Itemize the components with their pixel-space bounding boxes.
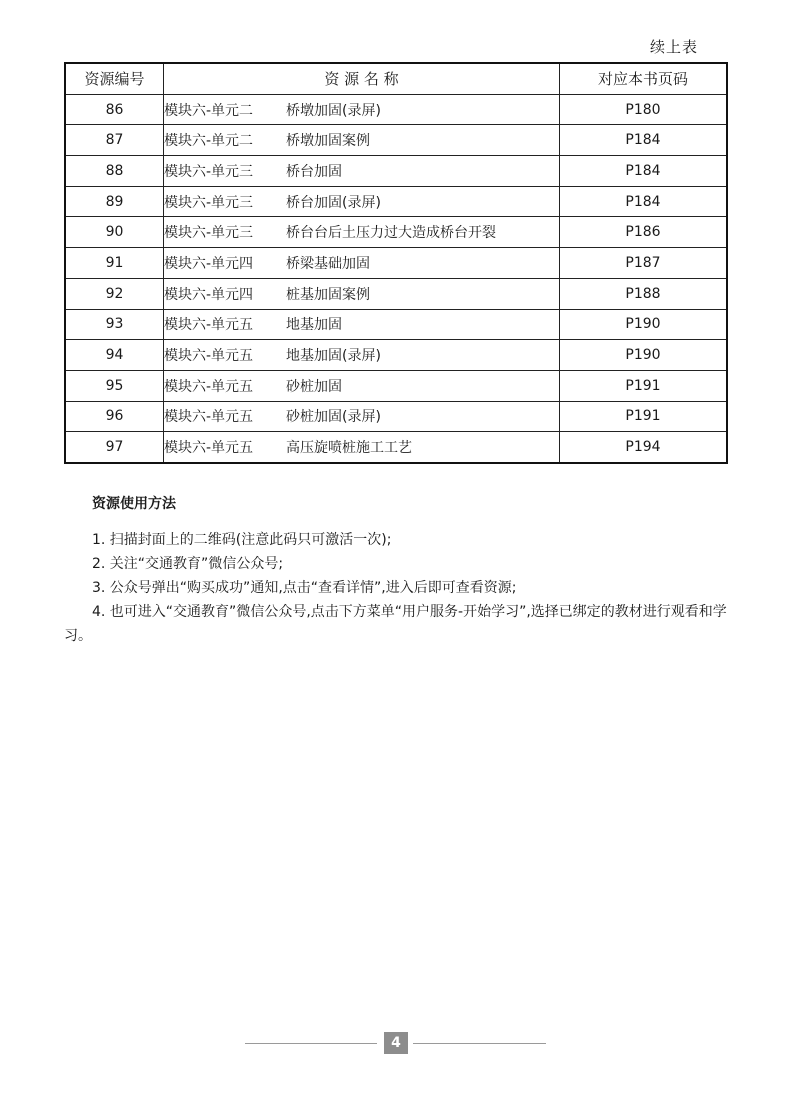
resource-title: 地基加固(录屏) xyxy=(286,348,381,365)
page-reference-cell: P194 xyxy=(560,432,728,463)
table-body xyxy=(65,94,727,463)
usage-step: 4. 也可进入“交通教育”微信公众号,点击下方菜单“用户服务-开始学习”,选择已绑定的教材进行观看和学习。 xyxy=(64,604,727,644)
resource-name-cell xyxy=(164,278,560,309)
table-row xyxy=(65,370,727,401)
resource-name-cell xyxy=(164,370,560,401)
resource-title: 桥台台后土压力过大造成桥台开裂 xyxy=(286,225,496,242)
table-row xyxy=(65,432,727,463)
resource-number-cell: 93 xyxy=(65,309,164,340)
table-row xyxy=(65,278,727,309)
resource-number-cell: 87 xyxy=(65,125,164,156)
resource-number-cell: 91 xyxy=(65,248,164,279)
resource-name-cell xyxy=(164,248,560,279)
footer-rule-left xyxy=(245,1043,377,1044)
resource-title: 桥台加固 xyxy=(286,163,342,180)
resource-name-cell xyxy=(164,156,560,187)
table-header-row xyxy=(65,63,727,94)
page-reference-cell: P180 xyxy=(560,94,728,125)
resource-title: 桥梁基础加固 xyxy=(286,255,370,272)
resource-number-cell: 90 xyxy=(65,217,164,248)
resource-table xyxy=(64,62,728,464)
resource-module: 模块六-单元二 xyxy=(164,102,254,119)
usage-step: 3. 公众号弹出“购买成功”通知,点击“查看详情”,进入后即可查看资源; xyxy=(92,580,517,596)
resource-name-cell xyxy=(164,432,560,463)
usage-section xyxy=(64,492,728,648)
header-resource-name: 资 源 名 称 xyxy=(164,63,560,94)
resource-module: 模块六-单元五 xyxy=(164,409,254,426)
resource-number-cell: 89 xyxy=(65,186,164,217)
usage-step: 2. 关注“交通教育”微信公众号; xyxy=(92,556,284,572)
resource-title: 桥台加固(录屏) xyxy=(286,194,381,211)
resource-number-cell: 96 xyxy=(65,401,164,432)
resource-module: 模块六-单元四 xyxy=(164,255,254,272)
table-row xyxy=(65,94,727,125)
resource-title: 桥墩加固案例 xyxy=(286,133,370,150)
usage-step: 1. 扫描封面上的二维码(注意此码只可激活一次); xyxy=(92,532,392,548)
page-reference-cell: P190 xyxy=(560,340,728,371)
resource-title: 桩基加固案例 xyxy=(286,286,370,303)
resource-title: 桥墩加固(录屏) xyxy=(286,102,381,119)
resource-title: 砂桩加固(录屏) xyxy=(286,409,381,426)
resource-number-cell: 97 xyxy=(65,432,164,463)
resource-title: 砂桩加固 xyxy=(286,378,342,395)
resource-title: 地基加固 xyxy=(286,317,342,334)
resource-module: 模块六-单元三 xyxy=(164,225,254,242)
table-row xyxy=(65,156,727,187)
table-row xyxy=(65,217,727,248)
page-reference-cell: P191 xyxy=(560,401,728,432)
resource-module: 模块六-单元五 xyxy=(164,348,254,365)
resource-number-cell: 86 xyxy=(65,94,164,125)
page-footer xyxy=(0,1032,790,1054)
resource-name-cell xyxy=(164,217,560,248)
page-number: 4 xyxy=(384,1032,408,1054)
table-row xyxy=(65,125,727,156)
page-reference-cell: P186 xyxy=(560,217,728,248)
header-page-reference: 对应本书页码 xyxy=(560,63,728,94)
page-reference-cell: P190 xyxy=(560,309,728,340)
usage-title: 资源使用方法 xyxy=(92,496,176,512)
footer-rule-right xyxy=(413,1043,546,1044)
resource-name-cell xyxy=(164,401,560,432)
header-resource-number: 资源编号 xyxy=(65,63,164,94)
resource-number-cell: 88 xyxy=(65,156,164,187)
table-row xyxy=(65,340,727,371)
resource-name-cell xyxy=(164,186,560,217)
resource-module: 模块六-单元五 xyxy=(164,317,254,334)
continuation-note: 续上表 xyxy=(649,38,698,56)
resource-module: 模块六-单元四 xyxy=(164,286,254,303)
table-row xyxy=(65,401,727,432)
resource-name-cell xyxy=(164,340,560,371)
resource-module: 模块六-单元三 xyxy=(164,194,254,211)
resource-name-cell xyxy=(164,94,560,125)
page-reference-cell: P184 xyxy=(560,125,728,156)
resource-number-cell: 94 xyxy=(65,340,164,371)
resource-title: 高压旋喷桩施工工艺 xyxy=(286,440,412,457)
resource-number-cell: 92 xyxy=(65,278,164,309)
resource-name-cell xyxy=(164,309,560,340)
page-reference-cell: P187 xyxy=(560,248,728,279)
page-reference-cell: P184 xyxy=(560,156,728,187)
resource-module: 模块六-单元五 xyxy=(164,440,254,457)
page-reference-cell: P191 xyxy=(560,370,728,401)
resource-number-cell: 95 xyxy=(65,370,164,401)
resource-module: 模块六-单元三 xyxy=(164,163,254,180)
page-reference-cell: P184 xyxy=(560,186,728,217)
page-reference-cell: P188 xyxy=(560,278,728,309)
table-row xyxy=(65,186,727,217)
table-row xyxy=(65,309,727,340)
resource-module: 模块六-单元五 xyxy=(164,378,254,395)
resource-name-cell xyxy=(164,125,560,156)
resource-module: 模块六-单元二 xyxy=(164,133,254,150)
table-row xyxy=(65,248,727,279)
